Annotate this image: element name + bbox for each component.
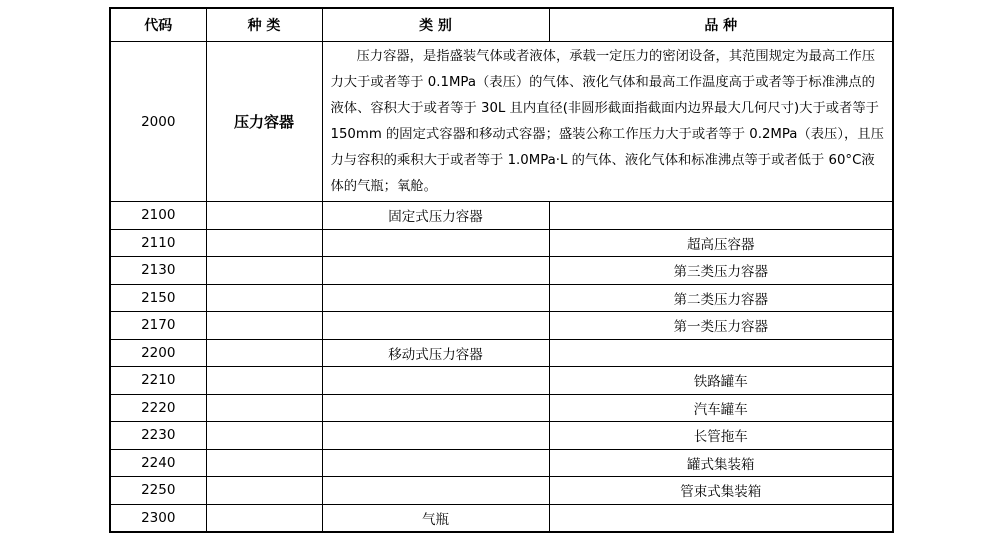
header-category: 类 别 — [322, 8, 549, 42]
row-kind — [206, 202, 322, 230]
row-category: 固定式压力容器 — [322, 202, 549, 230]
main-code: 2000 — [110, 42, 206, 202]
row-variety: 铁路罐车 — [549, 367, 893, 395]
main-description-text: 压力容器，是指盛装气体或者液体，承载一定压力的密闭设备，其范围规定为最高工作压力大于或者等于 0.1MPa（表压）的气体、液化气体和最高工作温度高于或者等于标准沸点的液体、容积大于或者等于 30L 且内直径(非圆形截面指截面内边界最大几何尺寸)大于或者等于 150mm 的固定式容器和移动式容器；盛装公称工作压力大于或者等于 0.2MPa（表压），且压力与容积的乘积大于或者等于 1.0MPa·L 的气体、液化气体和标准沸点等于或者低于 60°C液体的气瓶；氧舱。 — [330, 48, 884, 194]
header-kind: 种 类 — [206, 8, 322, 42]
row-code: 2200 — [110, 339, 206, 367]
row-code: 2300 — [110, 504, 206, 532]
row-variety: 第一类压力容器 — [549, 312, 893, 340]
row-category: 气瓶 — [322, 504, 549, 532]
row-code: 2150 — [110, 284, 206, 312]
row-variety: 超高压容器 — [549, 229, 893, 257]
table-row — [110, 202, 893, 230]
row-variety: 第二类压力容器 — [549, 284, 893, 312]
row-variety — [549, 504, 893, 532]
row-kind — [206, 449, 322, 477]
row-kind — [206, 257, 322, 285]
table-row — [110, 449, 893, 477]
table-row — [110, 422, 893, 450]
equipment-catalog-table — [109, 7, 894, 533]
table-row-main — [110, 42, 893, 202]
row-category — [322, 394, 549, 422]
row-code: 2240 — [110, 449, 206, 477]
row-code: 2110 — [110, 229, 206, 257]
row-category — [322, 449, 549, 477]
row-code: 2220 — [110, 394, 206, 422]
row-category — [322, 284, 549, 312]
row-kind — [206, 367, 322, 395]
row-category — [322, 257, 549, 285]
table-row — [110, 229, 893, 257]
row-category — [322, 367, 549, 395]
header-code: 代码 — [110, 8, 206, 42]
row-variety: 汽车罐车 — [549, 394, 893, 422]
header-variety: 品 种 — [549, 8, 893, 42]
row-code: 2100 — [110, 202, 206, 230]
row-kind — [206, 284, 322, 312]
table-row — [110, 504, 893, 532]
row-variety: 第三类压力容器 — [549, 257, 893, 285]
table-row — [110, 257, 893, 285]
row-kind — [206, 339, 322, 367]
row-code: 2250 — [110, 477, 206, 505]
header-row — [110, 8, 893, 42]
row-variety — [549, 202, 893, 230]
table-row — [110, 367, 893, 395]
table-row — [110, 312, 893, 340]
row-kind — [206, 422, 322, 450]
table-row — [110, 477, 893, 505]
row-code: 2210 — [110, 367, 206, 395]
row-kind — [206, 312, 322, 340]
row-variety — [549, 339, 893, 367]
row-kind — [206, 394, 322, 422]
row-code: 2170 — [110, 312, 206, 340]
row-category: 移动式压力容器 — [322, 339, 549, 367]
table-row — [110, 339, 893, 367]
row-category — [322, 229, 549, 257]
row-kind — [206, 504, 322, 532]
row-category — [322, 422, 549, 450]
row-variety: 管束式集装箱 — [549, 477, 893, 505]
row-kind — [206, 229, 322, 257]
row-code: 2130 — [110, 257, 206, 285]
table-row — [110, 284, 893, 312]
row-category — [322, 312, 549, 340]
row-variety: 长管拖车 — [549, 422, 893, 450]
row-category — [322, 477, 549, 505]
row-variety: 罐式集装箱 — [549, 449, 893, 477]
main-kind: 压力容器 — [206, 42, 322, 202]
main-description — [322, 42, 893, 202]
table-row — [110, 394, 893, 422]
row-kind — [206, 477, 322, 505]
row-code: 2230 — [110, 422, 206, 450]
